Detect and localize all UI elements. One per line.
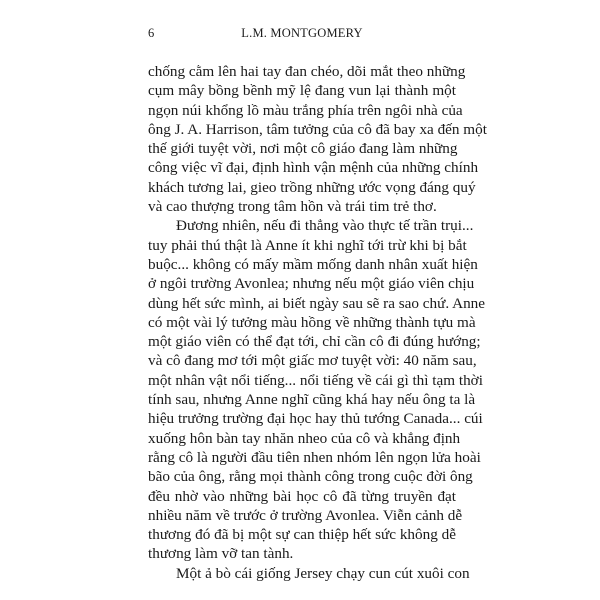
text-line: hiệu trưởng trường đại học hay thủ tướng Canada... cúi bbox=[148, 410, 483, 428]
text-line: ông J. A. Harrison, tâm tưởng của cô đã bay xa đến một bbox=[148, 120, 487, 138]
text-line: buộc... không có mấy mầm mống danh nhân xuất hiện bbox=[148, 255, 478, 273]
text-line: bão của ông, rằng mọi thành công trong cuộc đời ông bbox=[148, 468, 473, 486]
text-line: một nhân vật nổi tiếng... nổi tiếng về cái gì thì tạm thời bbox=[148, 371, 483, 389]
text-line: đều nhờ vào những bài học cô đã từng truyền đạt bbox=[148, 487, 456, 505]
text-line: thương làm vỡ tan tành. bbox=[148, 545, 294, 563]
page-number: 6 bbox=[148, 26, 155, 40]
text-line: có một vài lý tưởng màu hồng về những thành tựu mà bbox=[148, 313, 476, 331]
text-line: và cô đang mơ tới một giấc mơ tuyệt vời: 40 năm sau, bbox=[148, 352, 477, 370]
text-line: thế giới tuyệt vời, nơi một cô giáo đang làm những bbox=[148, 140, 458, 158]
text-line: khách tương lai, gieo trồng những ước vọng đáng quý bbox=[148, 178, 476, 196]
text-line: một giáo viên có thể đạt tới, chỉ cần cô đi đúng hướng; bbox=[148, 333, 481, 351]
text-line: xuống hôn bàn tay nhăn nheo của cô và khẳng định bbox=[148, 429, 461, 447]
text-line: Một ả bò cái giống Jersey chạy cun cút xuôi con bbox=[176, 564, 470, 582]
text-line: chống cằm lên hai tay đan chéo, dõi mắt theo những bbox=[148, 63, 466, 80]
text-line: cụm mây bồng bềnh mỹ lệ đang vun lại thành một bbox=[148, 82, 456, 100]
text-line: Đương nhiên, nếu đi thẳng vào thực tế trần trụi... bbox=[176, 217, 474, 235]
text-line: dùng hết sức mình, ai biết ngày sau sẽ ra sao chứ. Anne bbox=[148, 294, 486, 312]
text-line: và cao thượng trong tâm hồn và trái tim trẻ thơ. bbox=[148, 198, 437, 216]
text-line: ở ngôi trường Avonlea; nhưng nếu một giáo viên chịu bbox=[148, 275, 475, 293]
running-title: L.M. MONTGOMERY bbox=[241, 26, 363, 40]
page-header bbox=[148, 26, 456, 42]
text-line: tính sau, nhưng Anne nghĩ cũng khá hay nếu ông ta là bbox=[148, 391, 476, 409]
text-line: thương đó đã bị một sự can thiệp hết sức không dễ bbox=[148, 526, 456, 544]
text-line: rằng cô là người đầu tiên nhen nhóm lên ngọn lửa hoài bbox=[148, 448, 481, 466]
text-line: công việc vĩ đại, định hình vận mệnh của những chính bbox=[148, 159, 479, 177]
text-line: nhiều năm về trước ở trường Avonlea. Viễn cảnh dễ bbox=[148, 506, 463, 524]
text-line: tuy phải thú thật là Anne ít khi nghĩ tới trừ khi bị bắt bbox=[148, 236, 467, 254]
body-text bbox=[148, 62, 487, 583]
text-line: ngọn núi khổng lồ màu trắng phía trên ngôi nhà của bbox=[148, 101, 463, 119]
